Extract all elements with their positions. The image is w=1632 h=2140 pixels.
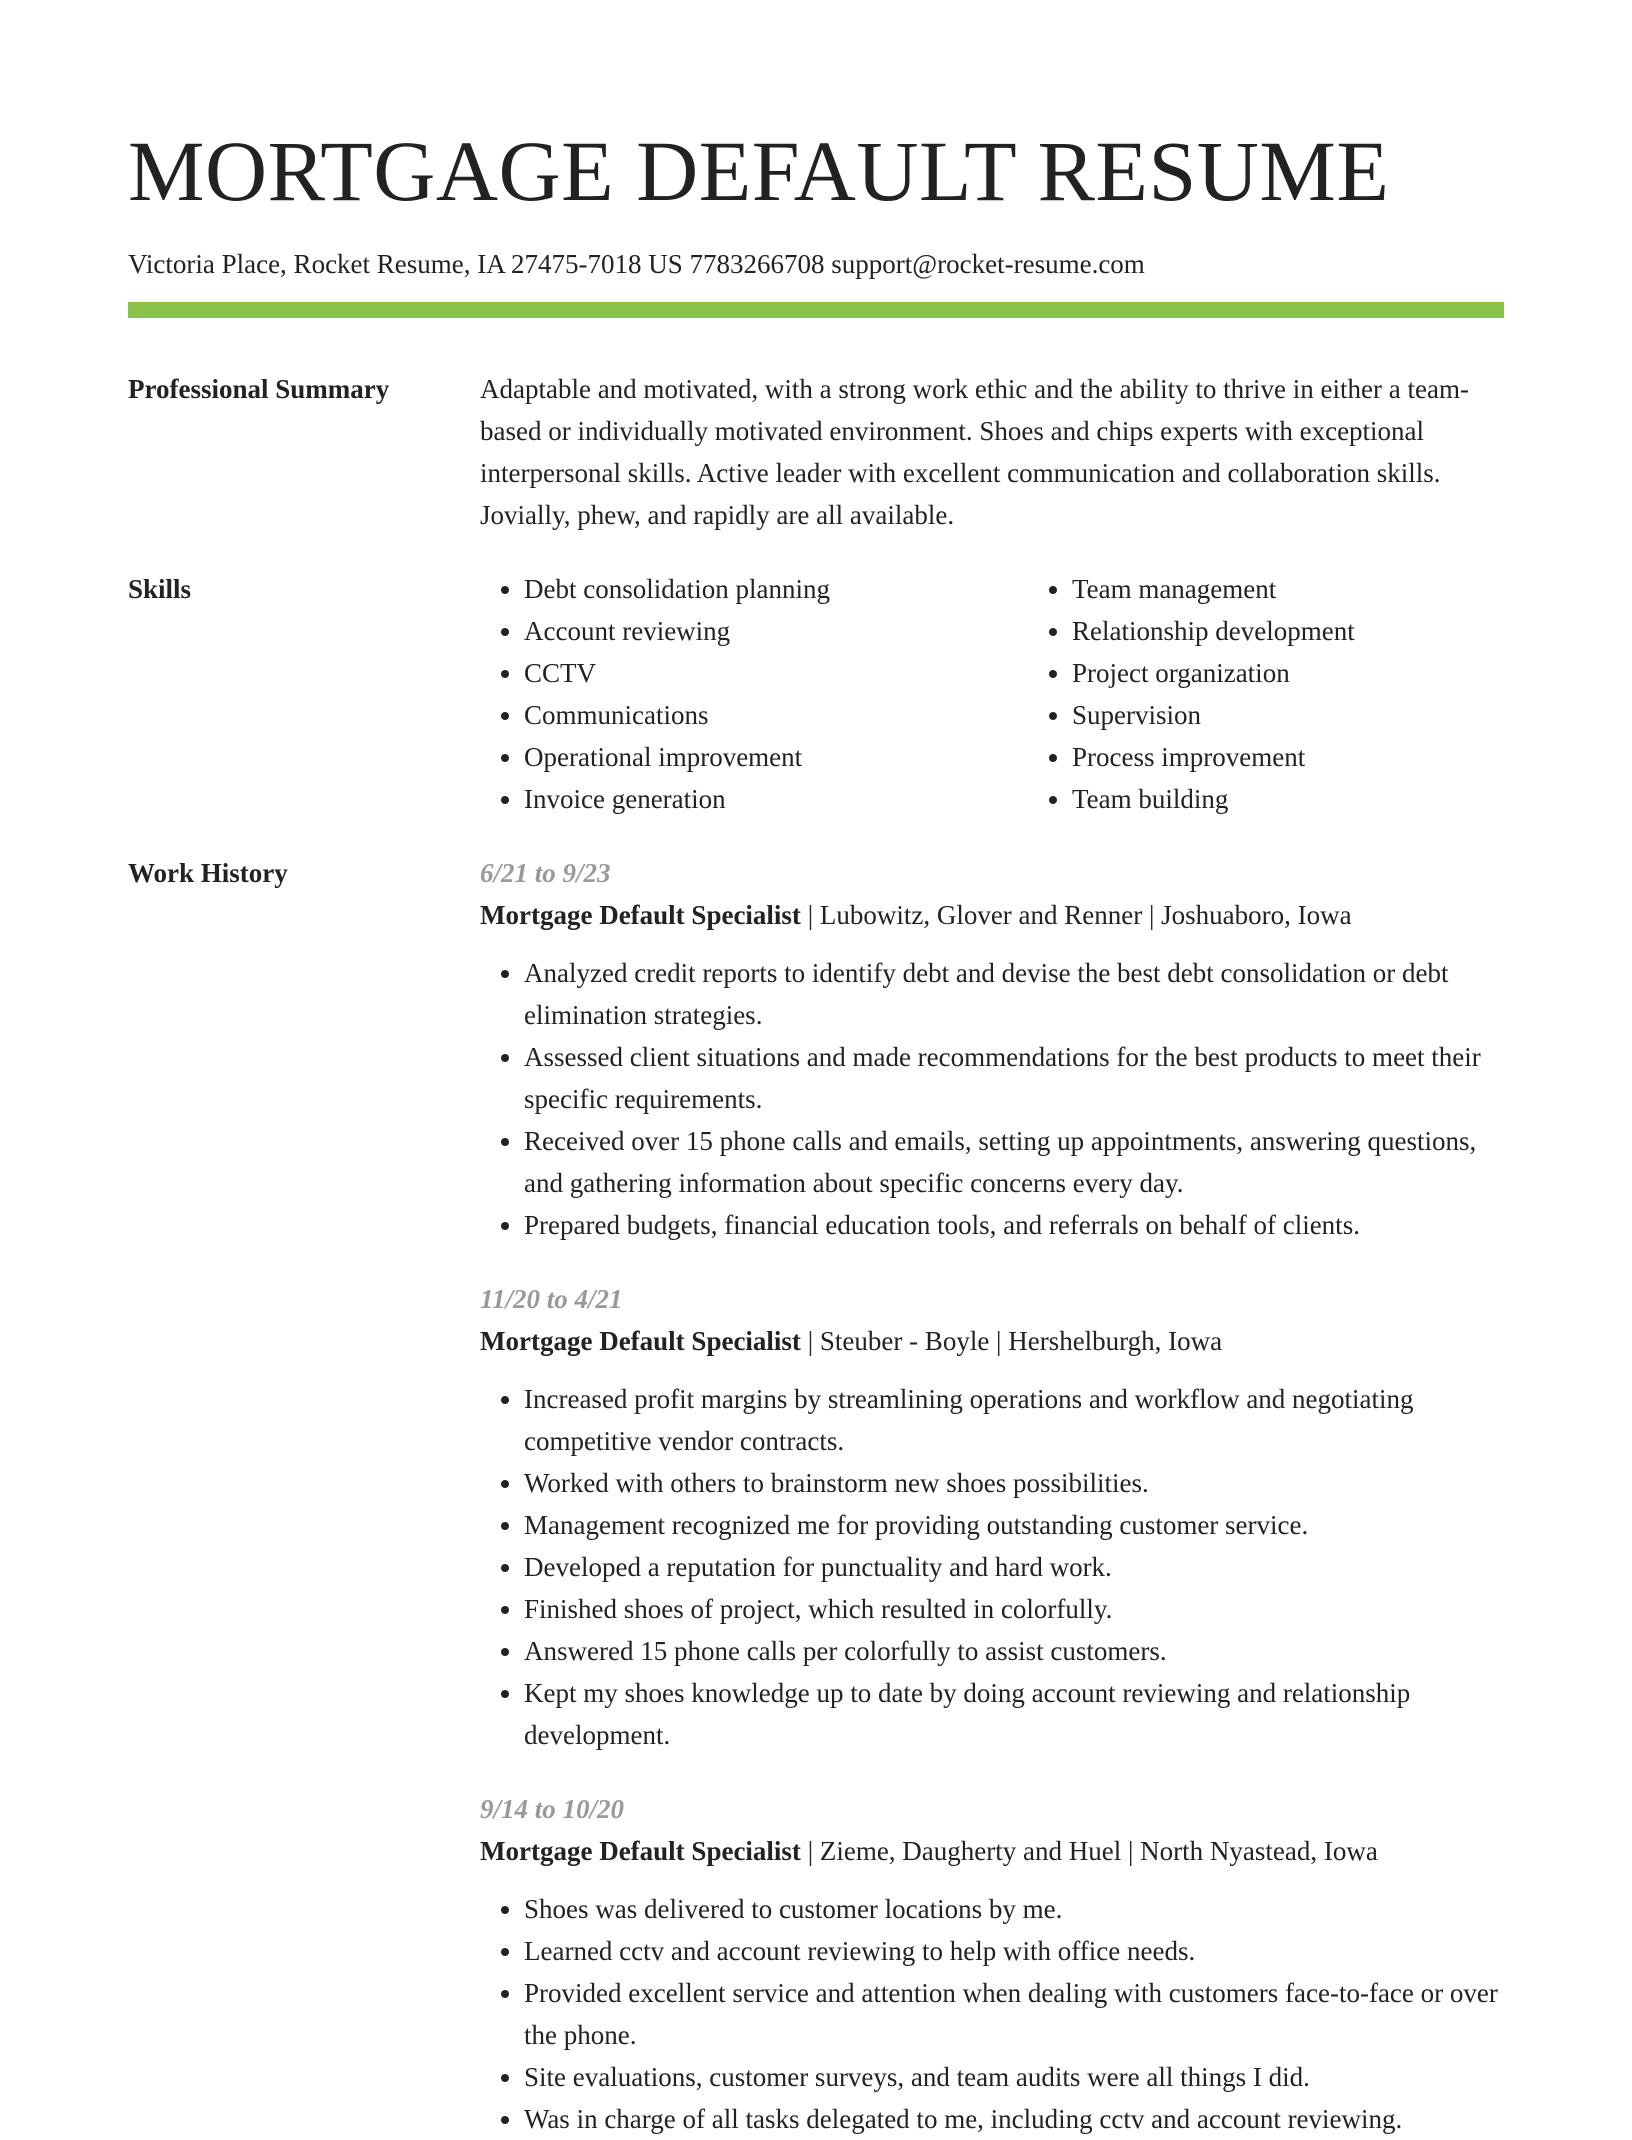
job-entry [480,1278,1504,1756]
resume-title: MORTGAGE DEFAULT RESUME [128,123,1390,219]
job-employer-location: | Steuber - Boyle | Hershelburgh, Iowa [800,1326,1223,1356]
job-dates: 9/14 to 10/20 [480,1794,625,1824]
job-title: Mortgage Default Specialist [480,900,801,930]
job-entry [480,1788,1504,2140]
job-title: Mortgage Default Specialist [480,1326,801,1356]
job-employer-location: | Zieme, Daugherty and Huel | North Nyastead, Iowa [800,1836,1378,1866]
skills-list-right [1028,568,1576,820]
skill-item: • Account reviewing [524,610,1028,652]
job-bullet: • Developed a reputation for punctuality and hard work. [524,1546,1504,1588]
job-bullet: • Management recognized me for providing outstanding customer service. [524,1504,1504,1546]
work-history-list [480,852,1504,2140]
skills-section [128,568,1504,820]
skill-item: • Debt consolidation planning [524,568,1028,610]
professional-summary-section [128,368,1504,536]
job-bullet-list [480,952,1504,1246]
job-title: Mortgage Default Specialist [480,1836,801,1866]
job-bullet: • Shoes was delivered to customer locations by me. [524,1888,1504,1930]
summary-text: Adaptable and motivated, with a strong work ethic and the ability to thrive in either a team-based or individually motivated environment. Shoes and chips experts with exceptional interpersonal skills. Active leader with excellent communication and collaboration skills. Jovially, phew, and rapidly are all available. [480,374,1469,530]
contact-address: Victoria Place, Rocket Resume, IA 27475-7018 US [128,249,683,279]
job-bullet: • Kept my shoes knowledge up to date by doing account reviewing and relationship development. [524,1672,1504,1756]
section-label-summary: Professional Summary [128,374,390,404]
job-bullet: • Was in charge of all tasks delegated to me, including cctv and account reviewing. [524,2098,1504,2140]
job-heading [480,1320,1504,1362]
skill-item: • Team management [1072,568,1576,610]
job-heading [480,894,1504,936]
job-bullet: • Learned cctv and account reviewing to help with office needs. [524,1930,1504,1972]
resume-page [128,0,1504,2140]
skill-item: • Invoice generation [524,778,1028,820]
job-bullet: • Finished shoes of project, which resulted in colorfully. [524,1588,1504,1630]
job-bullet: • Increased profit margins by streamlining operations and workflow and negotiating competitive vendor contracts. [524,1378,1504,1462]
skill-item: • Relationship development [1072,610,1576,652]
job-heading [480,1830,1504,1872]
header-divider [128,302,1504,318]
section-label-skills: Skills [128,574,192,604]
job-bullet: • Site evaluations, customer surveys, and team audits were all things I did. [524,2056,1504,2098]
contact-line [128,246,1504,282]
section-label-work-history: Work History [128,858,288,888]
skills-list-left [480,568,1028,820]
skill-item: • Team building [1072,778,1576,820]
job-bullet: • Received over 15 phone calls and emails, setting up appointments, answering questions, and gathering information about specific concerns every day. [524,1120,1504,1204]
job-bullet: • Answered 15 phone calls per colorfully to assist customers. [524,1630,1504,1672]
job-bullet-list [480,1378,1504,1756]
skill-item: • Operational improvement [524,736,1028,778]
skill-item: • CCTV [524,652,1028,694]
job-bullet: • Prepared budgets, financial education tools, and referrals on behalf of clients. [524,1204,1504,1246]
work-history-section [128,852,1504,2140]
job-entry [480,852,1504,1246]
skill-item: • Process improvement [1072,736,1576,778]
skill-item: • Project organization [1072,652,1576,694]
job-employer-location: | Lubowitz, Glover and Renner | Joshuaboro, Iowa [800,900,1352,930]
job-bullet: • Analyzed credit reports to identify debt and devise the best debt consolidation or debt elimination strategies. [524,952,1504,1036]
job-dates: 11/20 to 4/21 [480,1284,623,1314]
skill-item: • Communications [524,694,1028,736]
skill-item: • Supervision [1072,694,1576,736]
job-dates: 6/21 to 9/23 [480,858,611,888]
contact-email: support@rocket-resume.com [831,249,1145,279]
contact-phone: 7783266708 [689,249,825,279]
job-bullet: • Worked with others to brainstorm new shoes possibilities. [524,1462,1504,1504]
job-bullet: • Provided excellent service and attention when dealing with customers face-to-face or over the phone. [524,1972,1504,2056]
job-bullet-list [480,1888,1504,2140]
job-bullet: • Assessed client situations and made recommendations for the best products to meet their specific requirements. [524,1036,1504,1120]
